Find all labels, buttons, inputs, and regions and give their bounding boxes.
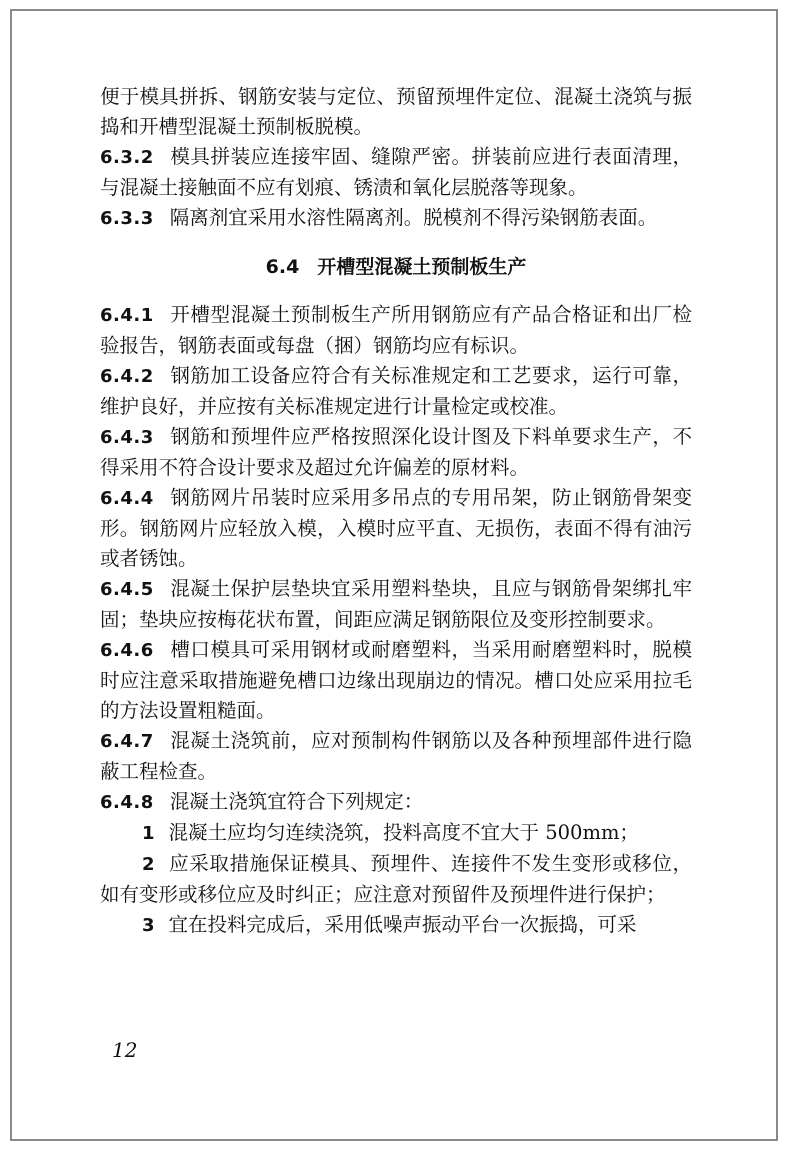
clause-6-4-3	[100, 422, 692, 483]
clause-text: 隔离剂宜采用水溶性隔离剂。脱模剂不得污染钢筋表面。	[169, 206, 658, 229]
clause-number: 6.4.7	[100, 731, 154, 752]
clause-text: 模具拼装应连接牢固、缝隙严密。拼装前应进行表面清理，与混凝土接触面不应有划痕、锈渍和氧化层脱落等现象。	[100, 145, 692, 199]
clause-text: 混凝土浇筑宜符合下列规定：	[169, 790, 424, 813]
clause-number: 6.4.1	[100, 305, 154, 326]
clause-number: 6.4.2	[100, 366, 154, 387]
clause-number: 6.4.5	[100, 579, 154, 600]
clause-6-4-8	[100, 787, 692, 818]
clause-6-3-3	[100, 203, 692, 234]
clause-text: 混凝土保护层垫块宜采用塑料垫块，且应与钢筋骨架绑扎牢固；垫块应按梅花状布置，间距应满足钢筋限位及变形控制要求。	[100, 577, 692, 631]
item-text: 宜在投料完成后，采用低噪声振动平台一次振捣，可采	[168, 913, 637, 936]
clause-number: 6.4.6	[100, 640, 154, 661]
item-number: 1	[142, 823, 155, 844]
document-body	[100, 82, 692, 941]
clause-6-4-7	[100, 726, 692, 787]
list-item-2	[100, 849, 692, 910]
item-number: 2	[142, 854, 155, 875]
item-text: 混凝土应均匀连续浇筑，投料高度不宜大于 500mm；	[168, 821, 639, 844]
list-item-3	[100, 910, 692, 941]
clause-text: 混凝土浇筑前，应对预制构件钢筋以及各种预埋部件进行隐蔽工程检查。	[100, 729, 692, 783]
clause-text: 钢筋网片吊装时应采用多吊点的专用吊架，防止钢筋骨架变形。钢筋网片应轻放入模，入模时应平直、无损伤，表面不得有油污或者锈蚀。	[100, 486, 692, 570]
clause-6-4-4	[100, 483, 692, 574]
clause-text: 槽口模具可采用钢材或耐磨塑料，当采用耐磨塑料时，脱模时应注意采取措施避免槽口边缘出现崩边的情况。槽口处应采用拉毛的方法设置粗糙面。	[100, 638, 692, 722]
clause-number: 6.3.2	[100, 147, 154, 168]
clause-text: 钢筋加工设备应符合有关标准规定和工艺要求，运行可靠，维护良好，并应按有关标准规定进行计量检定或校准。	[100, 364, 692, 418]
clause-6-4-5	[100, 574, 692, 635]
page-number: 12	[112, 1038, 138, 1062]
list-item-1	[100, 818, 692, 849]
clause-6-4-1	[100, 300, 692, 361]
clause-6-4-6	[100, 635, 692, 726]
section-title-text: 开槽型混凝土预制板生产	[317, 256, 527, 278]
item-text: 应采取措施保证模具、预埋件、连接件不发生变形或移位，如有变形或移位应及时纠正；应注意对预留件及预埋件进行保护；	[100, 852, 692, 906]
clause-number: 6.4.4	[100, 488, 154, 509]
clause-number: 6.4.3	[100, 427, 154, 448]
clause-text: 开槽型混凝土预制板生产所用钢筋应有产品合格证和出厂检验报告，钢筋表面或每盘（捆）钢筋均应有标识。	[100, 303, 692, 357]
section-number: 6.4	[265, 256, 300, 278]
clause-text: 钢筋和预埋件应严格按照深化设计图及下料单要求生产，不得采用不符合设计要求及超过允许偏差的原材料。	[100, 425, 692, 479]
continuation-paragraph: 便于模具拼拆、钢筋安装与定位、预留预埋件定位、混凝土浇筑与振捣和开槽型混凝土预制板脱模。	[100, 85, 692, 138]
clause-6-3-2	[100, 142, 692, 203]
item-number: 3	[142, 915, 155, 936]
clause-number: 6.4.8	[100, 792, 154, 813]
section-heading	[100, 234, 692, 300]
clause-6-4-2	[100, 361, 692, 422]
clause-number: 6.3.3	[100, 208, 154, 229]
